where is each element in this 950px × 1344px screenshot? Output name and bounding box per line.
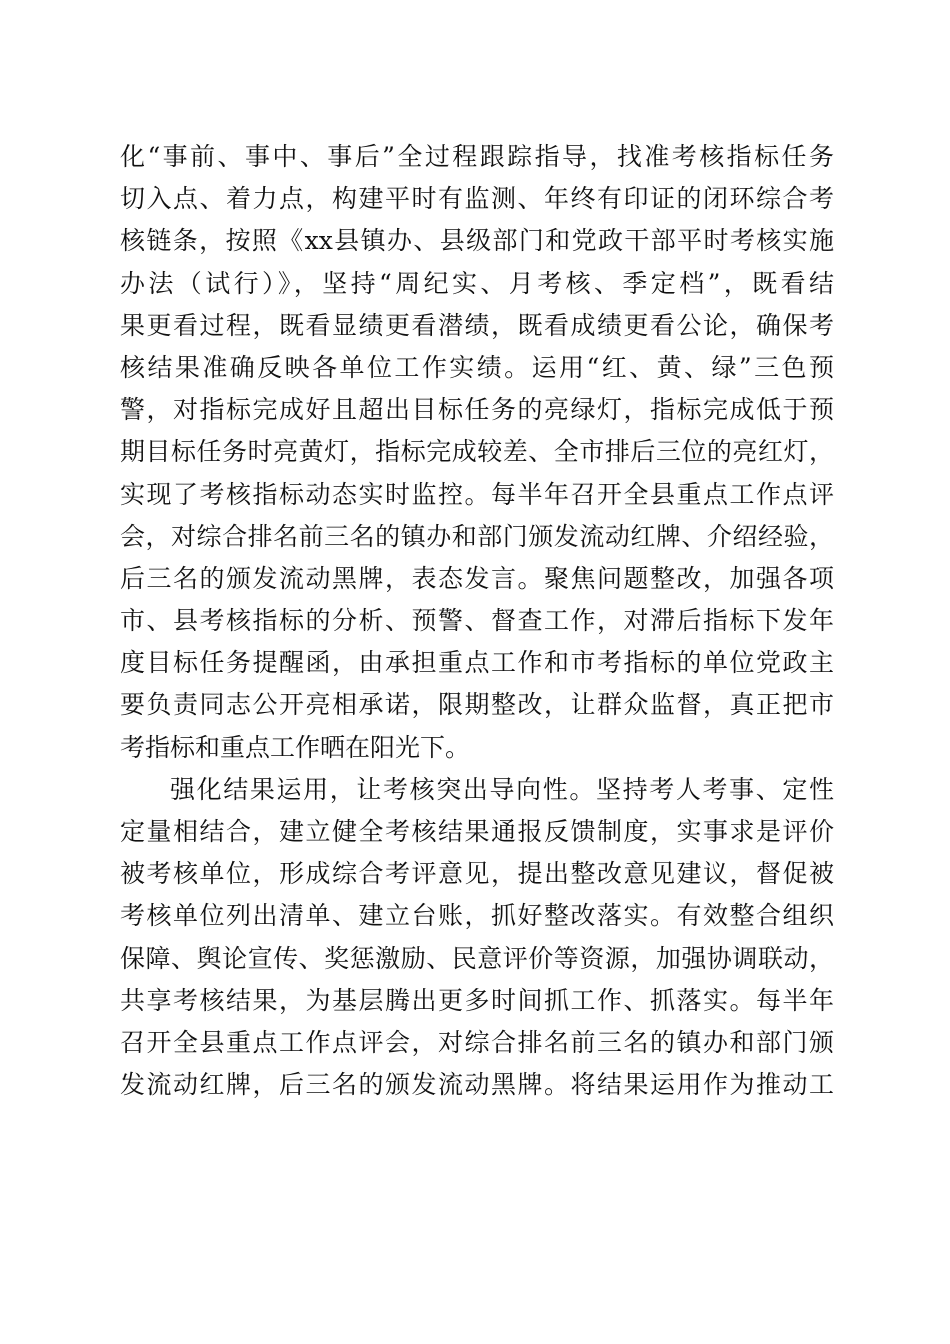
text-line: 果更看过程，既看显绩更看潜绩，既看成绩更看公论，确保考 <box>120 310 834 340</box>
text-line: 会，对综合排名前三名的镇办和部门颁发流动红牌、介绍经验， <box>120 521 834 551</box>
text-line: 共享考核结果，为基层腾出更多时间抓工作、抓落实。每半年 <box>120 985 834 1015</box>
body-text <box>120 136 834 1106</box>
text-line: 要负责同志公开亮相承诺，限期整改，让群众监督，真正把市 <box>120 690 834 720</box>
text-line: 被考核单位，形成综合考评意见，提出整改意见建议，督促被 <box>120 859 834 889</box>
text-line: 化“事前、事中、事后”全过程跟踪指导，找准考核指标任务 <box>120 142 834 171</box>
text-line: 核结果准确反映各单位工作实绩。运用“红、黄、绿”三色预 <box>120 352 834 382</box>
text-line: 发流动红牌，后三名的颁发流动黑牌。将结果运用作为推动工 <box>120 1070 834 1100</box>
paragraph-first-line: 强化结果运用，让考核突出导向性。坚持考人考事、定性 <box>170 774 834 804</box>
text-line: 切入点、着力点，构建平时有监测、年终有印证的闭环综合考 <box>120 184 834 214</box>
text-line: 警，对指标完成好且超出目标任务的亮绿灯，指标完成低于预 <box>120 395 834 425</box>
text-line: 定量相结合，建立健全考核结果通报反馈制度，实事求是评价 <box>120 817 834 846</box>
text-line: 度目标任务提醒函，由承担重点工作和市考指标的单位党政主 <box>120 648 834 678</box>
text-line: 办法（试行）》，坚持“周纪实、月考核、季定档”，既看结 <box>120 268 834 298</box>
text-line: 考指标和重点工作晒在阳光下。 <box>120 732 471 762</box>
text-line: 考核单位列出清单、建立台账，抓好整改落实。有效整合组织 <box>120 901 834 931</box>
text-line: 召开全县重点工作点评会，对综合排名前三名的镇办和部门颁 <box>120 1027 834 1057</box>
text-line: 期目标任务时亮黄灯，指标完成较差、全市排后三位的亮红灯， <box>120 437 834 467</box>
text-line: 核链条，按照《xx县镇办、县级部门和党政干部平时考核实施 <box>120 226 834 256</box>
text-line: 实现了考核指标动态实时监控。每半年召开全县重点工作点评 <box>120 479 834 509</box>
text-line: 市、县考核指标的分析、预警、督查工作，对滞后指标下发年 <box>120 606 834 636</box>
text-line: 保障、舆论宣传、奖惩激励、民意评价等资源，加强协调联动， <box>120 943 834 973</box>
text-line: 后三名的颁发流动黑牌，表态发言。聚焦问题整改，加强各项 <box>120 563 834 593</box>
